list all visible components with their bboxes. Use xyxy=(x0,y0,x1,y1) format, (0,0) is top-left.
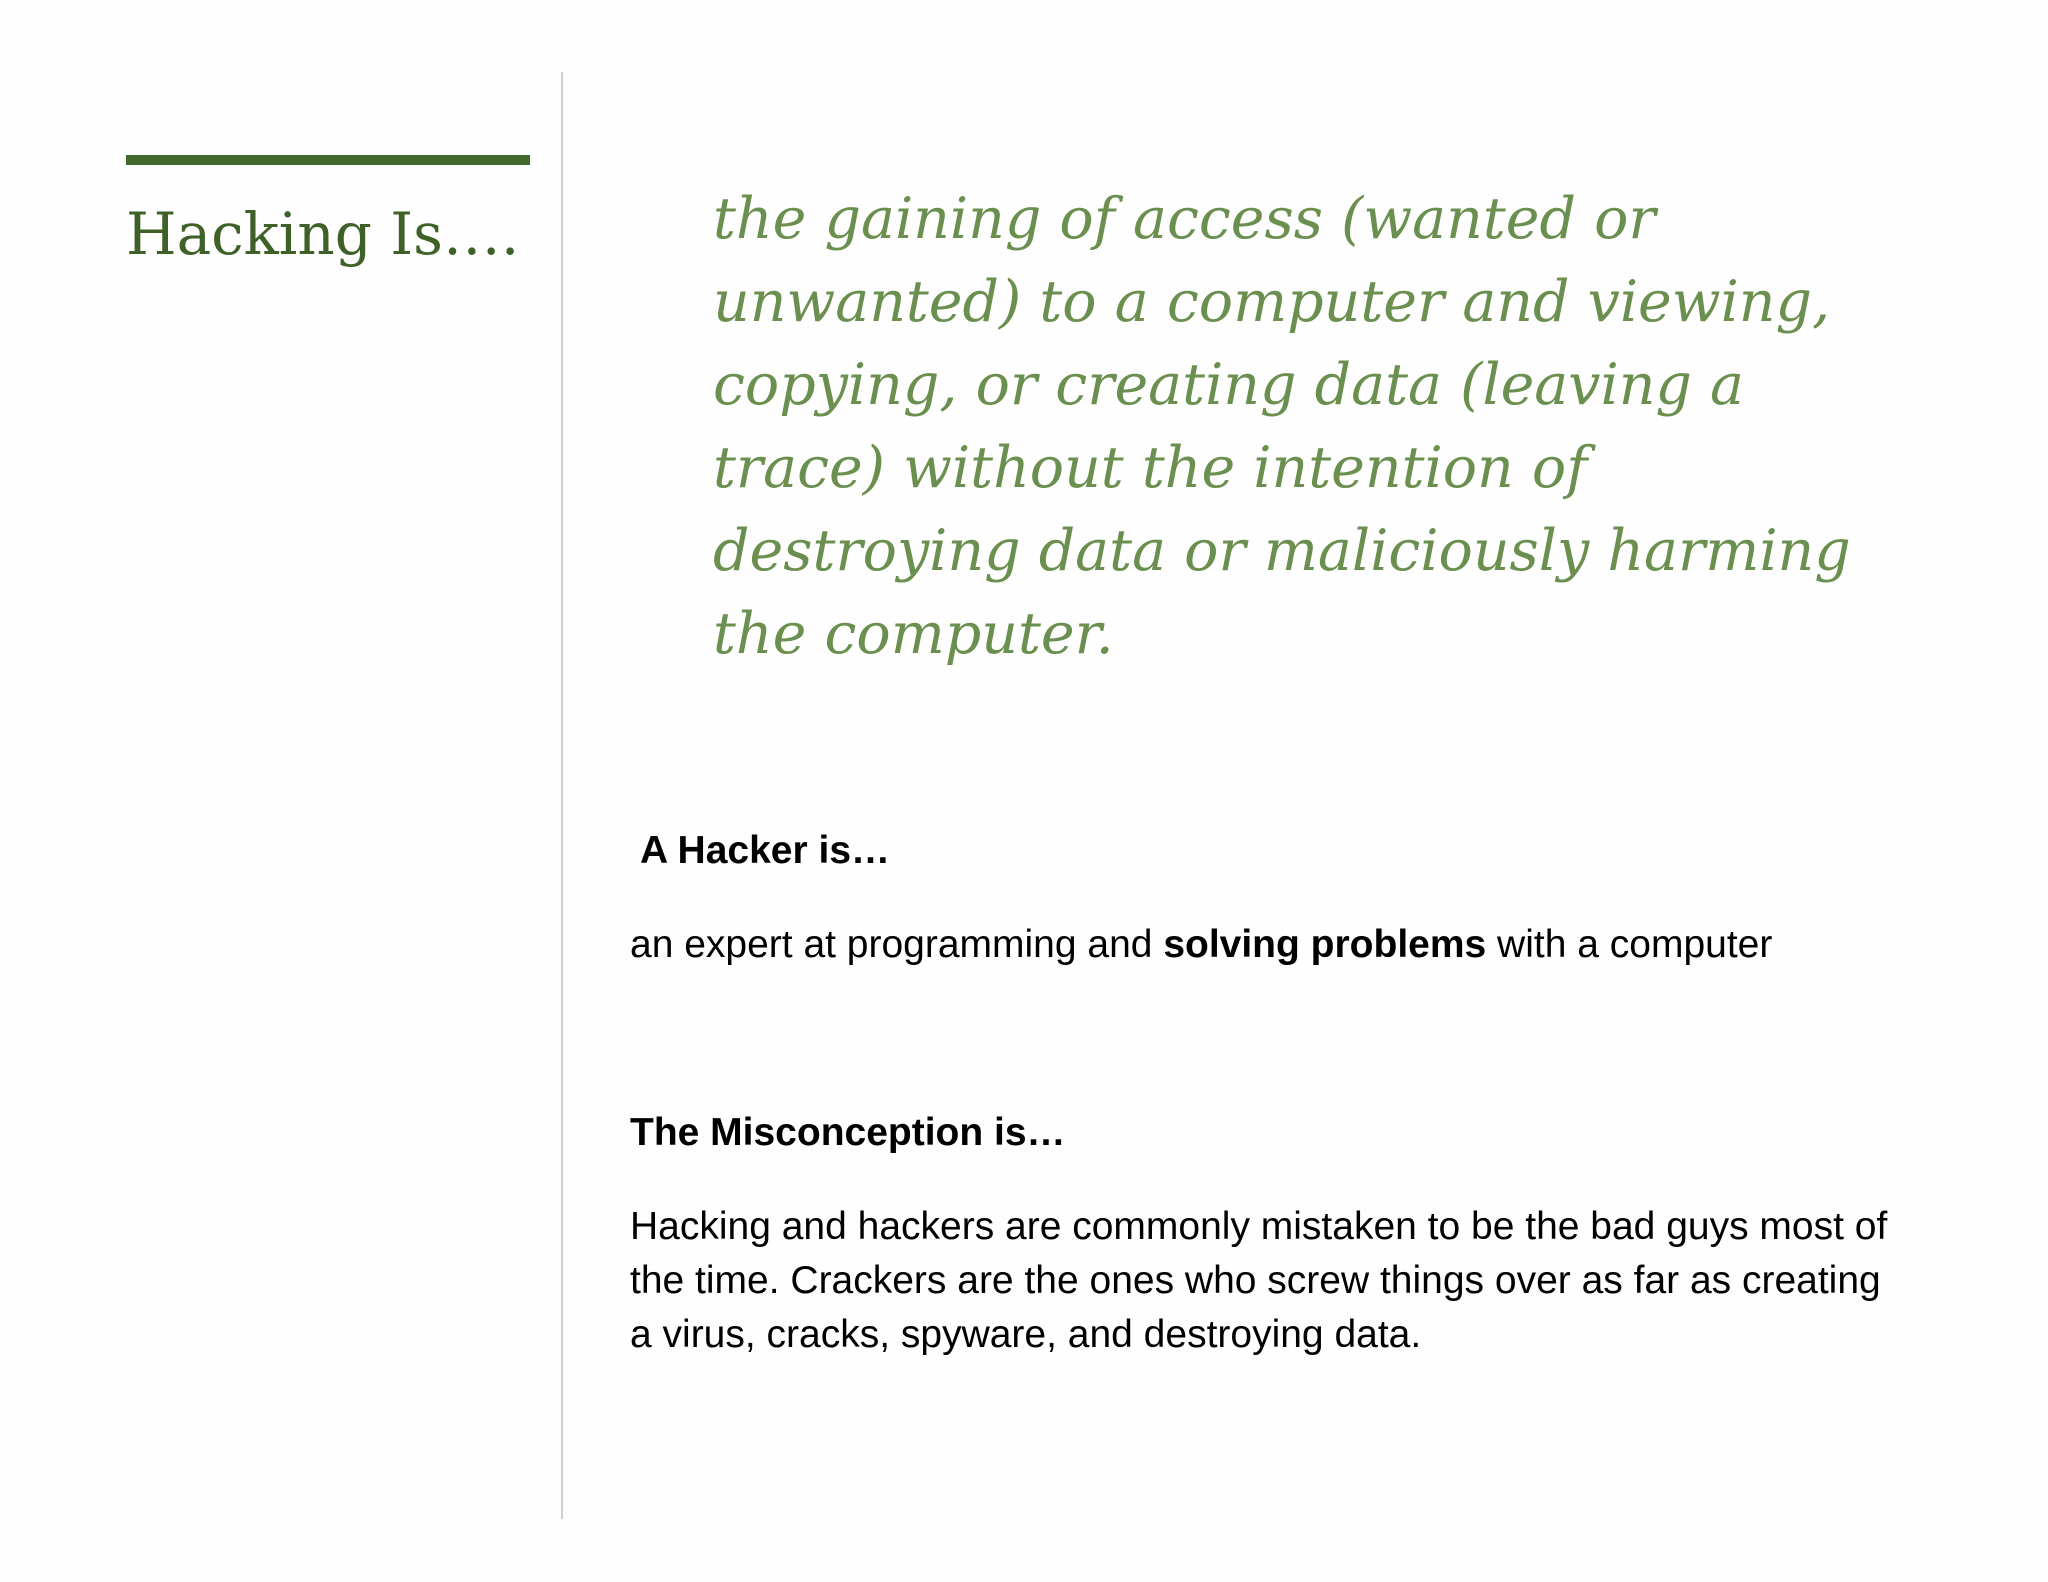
hacker-text-after: with a computer xyxy=(1486,923,1773,966)
title-accent-bar xyxy=(126,155,530,165)
hacker-description xyxy=(630,918,1772,972)
misconception-description: Hacking and hackers are commonly mistaken to be the bad guys most of the time. Crackers are the ones who screw things over as far as creating a virus, cracks, spyware, and destroying data. xyxy=(630,1205,1888,1356)
hacker-heading: A Hacker is… xyxy=(640,829,891,872)
vertical-divider xyxy=(561,72,563,1519)
hacking-definition: the gaining of access (wanted or unwanted) to a computer and viewing, copying, or creating data (leaving a trace) without the intention of destroying data or maliciously harming the computer. xyxy=(713,186,1851,667)
misconception-heading: The Misconception is… xyxy=(630,1111,1066,1154)
hacker-text-before: an expert at programming and xyxy=(630,923,1164,966)
hacker-text-bold: solving problems xyxy=(1163,923,1487,966)
slide-title: Hacking Is…. xyxy=(126,200,520,268)
